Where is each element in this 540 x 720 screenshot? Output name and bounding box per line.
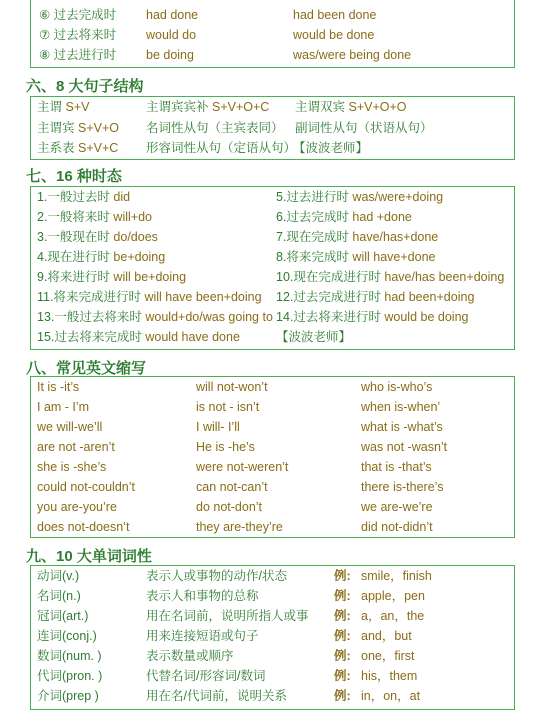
table-row: [31, 118, 514, 138]
example-words: his，them: [361, 669, 418, 683]
part-of-speech: 连词(conj.): [37, 629, 97, 643]
tense-entry: [276, 307, 468, 327]
row-label: ⑥ 过去完成时: [39, 8, 117, 22]
table-row: [31, 227, 514, 247]
section-heading: 九、10 大单词词性: [26, 548, 152, 565]
contraction: that is -that’s: [361, 460, 432, 474]
contraction: It is -it’s: [37, 380, 80, 394]
section-heading: 七、16 种时态: [26, 168, 122, 185]
tense-entry: [37, 187, 130, 207]
tense-form: be+doing: [113, 250, 166, 264]
tense-entry: [276, 267, 504, 287]
part-of-speech: 冠词(art.): [37, 609, 89, 623]
table-row: [31, 437, 514, 457]
tense-name: 11.将来完成进行时: [37, 290, 141, 304]
part-of-speech: 数词(num. ): [37, 649, 102, 663]
contraction: could not-couldn’t: [37, 480, 135, 494]
tense-name: 10.现在完成进行时: [276, 270, 381, 284]
contraction: what is -what’s: [361, 420, 443, 434]
structure-formula: S+V+O+O: [348, 100, 407, 114]
table-row: [31, 25, 514, 45]
table-row: [31, 417, 514, 437]
example-words: in，on，at: [361, 689, 421, 703]
example-label: 例:: [334, 609, 351, 623]
tense-name: 12.过去完成进行时: [276, 290, 381, 304]
table-row: [31, 377, 514, 397]
example-words: apple，pen: [361, 589, 425, 603]
pos-description: 表示人和事物的总称: [146, 589, 259, 603]
tense-name: 7.现在完成时: [276, 230, 349, 244]
table-row: [31, 646, 514, 666]
tense-form: would+do/was going to: [145, 310, 273, 324]
contraction: was not -wasn’t: [361, 440, 448, 454]
structure-name: 主系表: [37, 141, 75, 155]
tense-entry: [37, 267, 186, 287]
tense-form: was/were+doing: [352, 190, 444, 204]
tense-form: will be+doing: [113, 270, 187, 284]
pos-description: 代替名词/形容词/数词: [146, 669, 266, 683]
passive-form: had been done: [293, 8, 377, 22]
contraction: will not-won’t: [196, 380, 268, 394]
contraction: did not-didn’t: [361, 520, 433, 534]
example-label: 例:: [334, 649, 351, 663]
tense-name: 9.将来进行时: [37, 270, 110, 284]
tense-form: will+do: [113, 210, 152, 224]
pos-description: 用在名词前，说明所指人或事: [146, 609, 309, 623]
tense-name: 2.一般将来时: [37, 210, 110, 224]
tense-entry: [276, 207, 412, 227]
tense-entry: [37, 327, 240, 347]
tense-entry: [37, 207, 152, 227]
tense-form: have/has been+doing: [384, 270, 505, 284]
contraction: there is-there’s: [361, 480, 444, 494]
example-words: smile，finish: [361, 569, 432, 583]
tense-name: 15.过去将来完成时: [37, 330, 142, 344]
table-row: [31, 97, 514, 117]
table-row: [31, 207, 514, 227]
table-row: [31, 45, 514, 65]
pos-description: 表示人或事物的动作/状态: [146, 569, 287, 583]
pos-description: 表示数量或顺序: [146, 649, 234, 663]
table-row: [31, 477, 514, 497]
passive-form: was/were being done: [293, 48, 412, 62]
section-heading: 六、8 大句子结构: [26, 78, 144, 95]
part-of-speech: 名词(n.): [37, 589, 81, 603]
example-words: and，but: [361, 629, 412, 643]
table-row: [31, 586, 514, 606]
structure-formula: S+V+O: [78, 121, 119, 135]
structure-name: 名词性从句（主宾表同）: [146, 121, 284, 135]
contraction: they are-they’re: [196, 520, 283, 534]
tense-entry: [276, 187, 443, 207]
structure-name: 主谓双宾: [295, 100, 346, 114]
tense-form: would have done: [145, 330, 240, 344]
contraction: I will- I’ll: [196, 420, 240, 434]
part-of-speech: 代词(pron. ): [37, 669, 103, 683]
table-row: [31, 686, 514, 706]
tense-form: have/has+done: [352, 230, 439, 244]
tense-form: do/does: [113, 230, 158, 244]
tense-form: will have+done: [352, 250, 436, 264]
contraction: does not-doesn’t: [37, 520, 130, 534]
contraction: is not - isn’t: [196, 400, 260, 414]
tense-entry: [276, 227, 438, 247]
contraction: were not-weren’t: [196, 460, 289, 474]
table-row: [31, 606, 514, 626]
structure-name: 形容词性从句（定语从句）: [146, 141, 297, 155]
tense-name: 6.过去完成时: [276, 210, 349, 224]
pos-description: 用来连接短语或句子: [146, 629, 259, 643]
structure-name: 主谓宾宾补: [146, 100, 209, 114]
parts-of-speech-box: [30, 565, 515, 710]
tense-entry: [276, 287, 474, 307]
tense-entry: [37, 247, 165, 267]
active-form: be doing: [146, 48, 194, 62]
example-label: 例:: [334, 689, 351, 703]
table-row: [31, 187, 514, 207]
part-of-speech: 动词(v.): [37, 569, 80, 583]
tense-form: would be doing: [384, 310, 469, 324]
structure-formula: S+V: [65, 100, 90, 114]
tense-form: will have been+doing: [144, 290, 262, 304]
tense-entry: [276, 327, 351, 347]
tense-name: 14.过去将来进行时: [276, 310, 381, 324]
part-of-speech: 介词(prep ): [37, 689, 99, 703]
sentence-structure-box: [30, 96, 515, 160]
active-form: would do: [146, 28, 197, 42]
contraction: we will-we’ll: [37, 420, 103, 434]
contraction: she is -she’s: [37, 460, 107, 474]
example-label: 例:: [334, 589, 351, 603]
table-row: [31, 138, 514, 158]
tense-form: had +done: [352, 210, 412, 224]
table-row: [31, 666, 514, 686]
structure-name: 副词性从句（状语从句）: [295, 121, 433, 135]
tense-name: 5.过去进行时: [276, 190, 349, 204]
example-words: one，first: [361, 649, 415, 663]
table-row: [31, 497, 514, 517]
tense-entry: [37, 227, 158, 247]
example-label: 例:: [334, 669, 351, 683]
contraction: who is-who’s: [361, 380, 433, 394]
table-row: [31, 287, 514, 307]
contractions-box: [30, 376, 515, 538]
tense-name: 【波波老师】: [276, 330, 352, 344]
tense-entry: [276, 247, 435, 267]
tenses-box: [30, 186, 515, 350]
example-label: 例:: [334, 569, 351, 583]
table-row: [31, 247, 514, 267]
tense-entry: [37, 307, 273, 327]
contraction: when is-when’: [361, 400, 441, 414]
contraction: I am - I’m: [37, 400, 90, 414]
table-row: [31, 5, 514, 25]
table-row: [31, 566, 514, 586]
row-label: ⑧ 过去进行时: [39, 48, 117, 62]
section-heading: 八、常见英文缩写: [26, 360, 147, 377]
table-row: [31, 517, 514, 537]
tense-name: 8.将来完成时: [276, 250, 349, 264]
structure-formula: S+V+O+C: [212, 100, 270, 114]
tense-table-top: [30, 0, 515, 68]
structure-formula: S+V+C: [78, 141, 119, 155]
structure-name: 主谓: [37, 100, 63, 114]
example-words: a，an，the: [361, 609, 425, 623]
tense-name: 13.一般过去将来时: [37, 310, 142, 324]
table-row: [31, 267, 514, 287]
structure-name: 主谓宾: [37, 121, 75, 135]
table-row: [31, 626, 514, 646]
table-row: [31, 307, 514, 327]
table-row: [31, 457, 514, 477]
tense-form: did: [113, 190, 131, 204]
tense-name: 1.一般过去时: [37, 190, 110, 204]
tense-name: 3.一般现在时: [37, 230, 110, 244]
contraction: we are-we’re: [361, 500, 433, 514]
author-tag: 【波波老师】: [293, 141, 369, 155]
contraction: He is -he’s: [196, 440, 255, 454]
passive-form: would be done: [293, 28, 375, 42]
active-form: had done: [146, 8, 199, 22]
contraction: you are-you’re: [37, 500, 117, 514]
contraction: can not-can’t: [196, 480, 268, 494]
row-label: ⑦ 过去将来时: [39, 28, 117, 42]
tense-name: 4.现在进行时: [37, 250, 110, 264]
contraction: are not -aren’t: [37, 440, 115, 454]
tense-form: had been+doing: [384, 290, 475, 304]
tense-entry: [37, 287, 262, 307]
table-row: [31, 327, 514, 347]
example-label: 例:: [334, 629, 351, 643]
pos-description: 用在名/代词前，说明关系: [146, 689, 287, 703]
contraction: do not-don’t: [196, 500, 263, 514]
table-row: [31, 397, 514, 417]
